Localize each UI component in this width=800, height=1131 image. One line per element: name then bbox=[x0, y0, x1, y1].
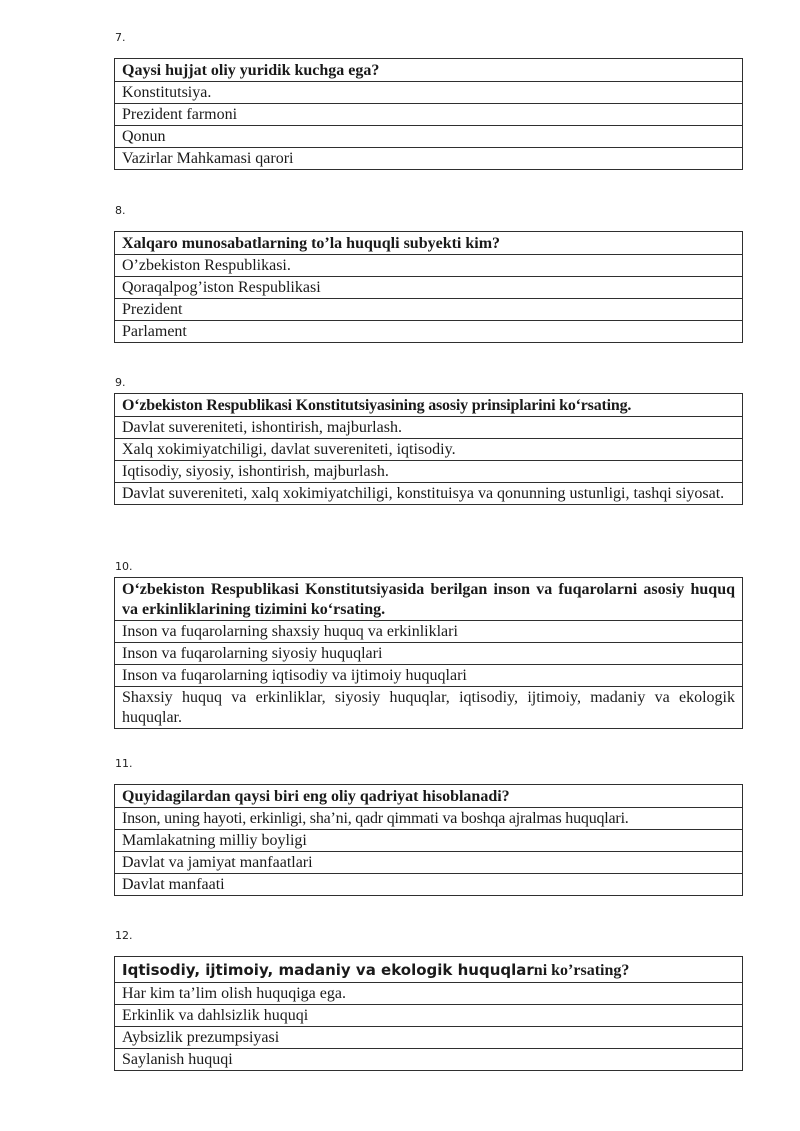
answer-option: Iqtisodiy, siyosiy, ishontirish, majburlash. bbox=[115, 461, 743, 483]
answer-option: Inson va fuqarolarning siyosiy huquqlari bbox=[115, 643, 743, 665]
answer-option: Xalq xokimiyatchiligi, davlat suvereniteti, iqtisodiy. bbox=[115, 439, 743, 461]
question-number: 11. bbox=[115, 757, 133, 770]
question-text: O‘zbekiston Respublikasi Konstitutsiyasida berilgan inson va fuqarolarni asosiy huquq va erkinliklarining tizimini ko‘rsating. bbox=[115, 578, 743, 621]
answer-option: Saylanish huquqi bbox=[115, 1049, 743, 1071]
question-number: 9. bbox=[115, 376, 126, 389]
question-number: 7. bbox=[115, 31, 126, 44]
question-text-part: Iqtisodiy, ijtimoiy, madaniy va ekologik huquqlar bbox=[122, 961, 534, 979]
answer-option: Inson, uning hayoti, erkinligi, sha’ni, qadr qimmati va boshqa ajralmas huquqlari. bbox=[115, 808, 743, 830]
question-table bbox=[114, 231, 743, 343]
answer-option: Davlat suvereniteti, xalq xokimiyatchiligi, konstituisya va qonunning ustunligi, tashqi siyosat. bbox=[115, 483, 743, 505]
question-text: Xalqaro munosabatlarning to’la huquqli subyekti kim? bbox=[115, 232, 743, 255]
question-table bbox=[114, 577, 743, 729]
question-text: Qaysi hujjat oliy yuridik kuchga ega? bbox=[115, 59, 743, 82]
question-table bbox=[114, 393, 743, 505]
question-table bbox=[114, 58, 743, 170]
question-table bbox=[114, 784, 743, 896]
answer-option: Parlament bbox=[115, 321, 743, 343]
answer-option: Har kim ta’lim olish huquqiga ega. bbox=[115, 983, 743, 1005]
answer-option: Vazirlar Mahkamasi qarori bbox=[115, 148, 743, 170]
question-text: O‘zbekiston Respublikasi Konstitutsiyasining asosiy prinsiplarini ko‘rsating. bbox=[115, 394, 743, 417]
answer-option: Prezident farmoni bbox=[115, 104, 743, 126]
answer-option: Konstitutsiya. bbox=[115, 82, 743, 104]
question-number: 8. bbox=[115, 204, 126, 217]
answer-option: Shaxsiy huquq va erkinliklar, siyosiy huquqlar, iqtisodiy, ijtimoiy, madaniy va ekologik huquqlar. bbox=[115, 687, 743, 729]
answer-option: Qonun bbox=[115, 126, 743, 148]
question-text bbox=[115, 957, 743, 983]
answer-option: Aybsizlik prezumpsiyasi bbox=[115, 1027, 743, 1049]
question-number: 10. bbox=[115, 560, 133, 573]
answer-option: Davlat suvereniteti, ishontirish, majburlash. bbox=[115, 417, 743, 439]
answer-option: Davlat manfaati bbox=[115, 874, 743, 896]
question-text: Quyidagilardan qaysi biri eng oliy qadriyat hisoblanadi? bbox=[115, 785, 743, 808]
answer-option: O’zbekiston Respublikasi. bbox=[115, 255, 743, 277]
answer-option: Erkinlik va dahlsizlik huquqi bbox=[115, 1005, 743, 1027]
answer-option: Prezident bbox=[115, 299, 743, 321]
answer-option: Mamlakatning milliy boyligi bbox=[115, 830, 743, 852]
answer-option: Qoraqalpog’iston Respublikasi bbox=[115, 277, 743, 299]
question-text-part: ni ko’rsating? bbox=[533, 962, 630, 979]
question-number: 12. bbox=[115, 929, 133, 942]
answer-option: Inson va fuqarolarning shaxsiy huquq va erkinliklari bbox=[115, 621, 743, 643]
answer-option: Davlat va jamiyat manfaatlari bbox=[115, 852, 743, 874]
answer-option: Inson va fuqarolarning iqtisodiy va ijtimoiy huquqlari bbox=[115, 665, 743, 687]
question-table bbox=[114, 956, 743, 1071]
